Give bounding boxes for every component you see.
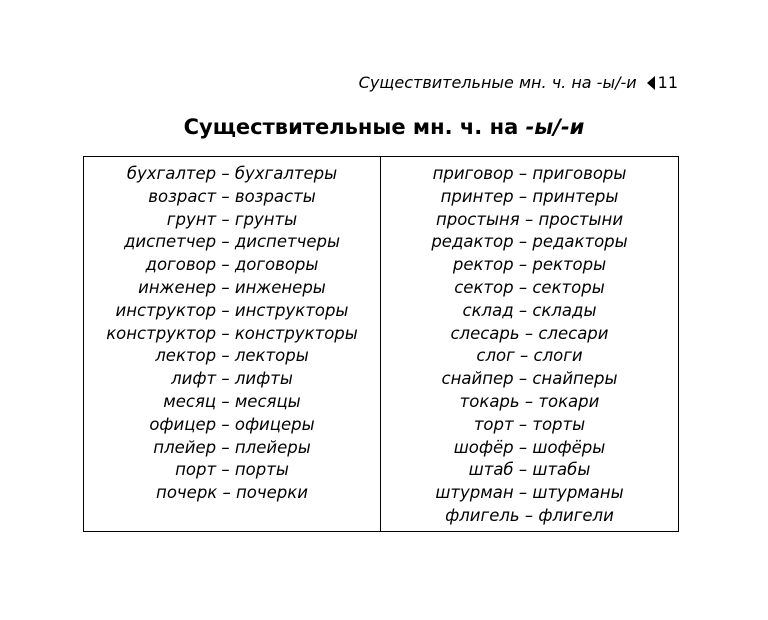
word-pair: договор – договоры bbox=[145, 255, 319, 275]
running-header bbox=[359, 73, 678, 92]
word-pair: редактор – редакторы bbox=[431, 232, 628, 252]
word-pair: грунт – грунты bbox=[166, 209, 298, 229]
page-title bbox=[0, 115, 768, 139]
word-pair: простыня – простыни bbox=[435, 209, 624, 229]
word-pair: токарь – токари bbox=[459, 391, 600, 411]
word-column-right bbox=[381, 157, 678, 531]
word-pair: торт – торты bbox=[473, 414, 586, 434]
word-pair: штаб – штабы bbox=[468, 460, 591, 480]
word-pair: инженер – инженеры bbox=[138, 277, 326, 297]
word-pair: плейер – плейеры bbox=[153, 437, 311, 457]
word-pair: штурман – штурманы bbox=[435, 483, 624, 503]
word-pair: инструктор – инструкторы bbox=[115, 300, 349, 320]
word-pair: лифт – лифты bbox=[171, 369, 293, 389]
word-pair: склад – склады bbox=[462, 300, 597, 320]
word-pair: снайпер – снайперы bbox=[441, 369, 618, 389]
page-marker-arrow-icon bbox=[647, 76, 655, 90]
word-pair: лектор – лекторы bbox=[155, 346, 309, 366]
word-pair: диспетчер – диспетчеры bbox=[123, 232, 341, 252]
page-number: 11 bbox=[657, 73, 678, 92]
word-pair: флигель – флигели bbox=[445, 505, 614, 525]
word-pair: слесарь – слесари bbox=[450, 323, 609, 343]
word-pair: конструктор – конструкторы bbox=[106, 323, 358, 343]
word-pair: почерк – почерки bbox=[156, 483, 308, 503]
page-title-main: Существительные мн. ч. на bbox=[183, 115, 526, 139]
word-pair: ректор – ректоры bbox=[452, 255, 607, 275]
word-pair: порт – порты bbox=[175, 460, 289, 480]
word-pair: приговор – приговоры bbox=[432, 164, 627, 183]
running-title: Существительные мн. ч. на -ы/-и bbox=[358, 73, 637, 92]
word-table bbox=[83, 156, 679, 532]
page-title-suffix: -ы/-и bbox=[525, 115, 585, 139]
word-pair: бухгалтер – бухгалтеры bbox=[126, 164, 338, 183]
word-column-left bbox=[84, 157, 381, 531]
word-pair: возраст – возрасты bbox=[148, 186, 316, 206]
word-pair: месяц – месяцы bbox=[163, 391, 301, 411]
word-pair: шофёр – шофёры bbox=[453, 437, 606, 457]
word-pair: сектор – секторы bbox=[454, 277, 605, 297]
word-pair: принтер – принтеры bbox=[440, 186, 619, 206]
word-pair: слог – слоги bbox=[476, 346, 583, 366]
word-pair: офицер – офицеры bbox=[149, 414, 315, 434]
